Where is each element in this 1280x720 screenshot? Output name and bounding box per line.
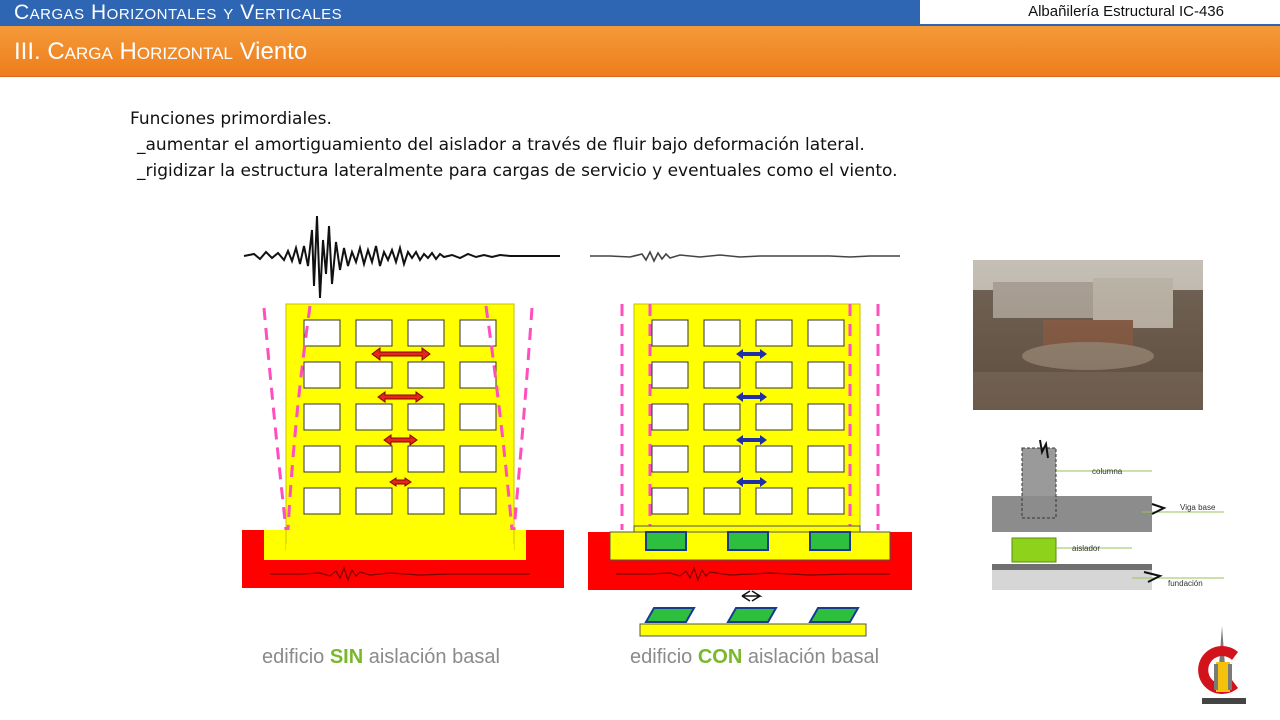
course-label: Albañilería Estructural IC-436 <box>1028 3 1224 20</box>
body-heading: Funciones primordiales. <box>130 109 332 129</box>
label-isolator: aislador <box>1072 544 1101 553</box>
isolation-diagram <box>230 190 930 640</box>
caption-right-highlight: CON <box>697 646 743 668</box>
seismogram-left <box>244 216 560 298</box>
caption-left-post: aislación basal <box>368 646 500 668</box>
section-title-part: Carga Horizontal <box>47 38 233 65</box>
caption-left-highlight: SIN <box>329 646 364 668</box>
isolator-bearings <box>646 532 850 550</box>
section-bar <box>0 26 1280 77</box>
section-title-suffix: Viento <box>239 38 308 65</box>
institution-logo <box>1194 618 1254 710</box>
body-text <box>130 106 898 184</box>
label-beam: Viga base <box>1180 503 1216 512</box>
section-title <box>14 38 307 66</box>
seismogram-right <box>590 252 900 261</box>
isolator-deformation-detail <box>640 591 866 636</box>
presentation-title: Cargas Horizontales y Verticales <box>14 1 343 24</box>
caption-without-isolation <box>262 646 500 669</box>
section-numeral: III. <box>14 38 41 65</box>
bullet-1: _aumentar el amortiguamiento del aislador a través de fluir bajo deformación lateral. <box>137 135 865 155</box>
isolator-photo <box>973 260 1203 410</box>
label-foundation: fundación <box>1168 579 1203 588</box>
course-box <box>920 0 1280 26</box>
caption-right-pre: edificio <box>630 646 693 668</box>
bullet-2: _rigidizar la estructura lateralmente para cargas de servicio y eventuales como el viento. <box>137 161 898 181</box>
caption-with-isolation <box>630 646 879 669</box>
isolator-section-detail <box>992 438 1232 603</box>
caption-left-pre: edificio <box>262 646 325 668</box>
label-column: columna <box>1092 467 1123 476</box>
caption-right-post: aislación basal <box>747 646 880 668</box>
